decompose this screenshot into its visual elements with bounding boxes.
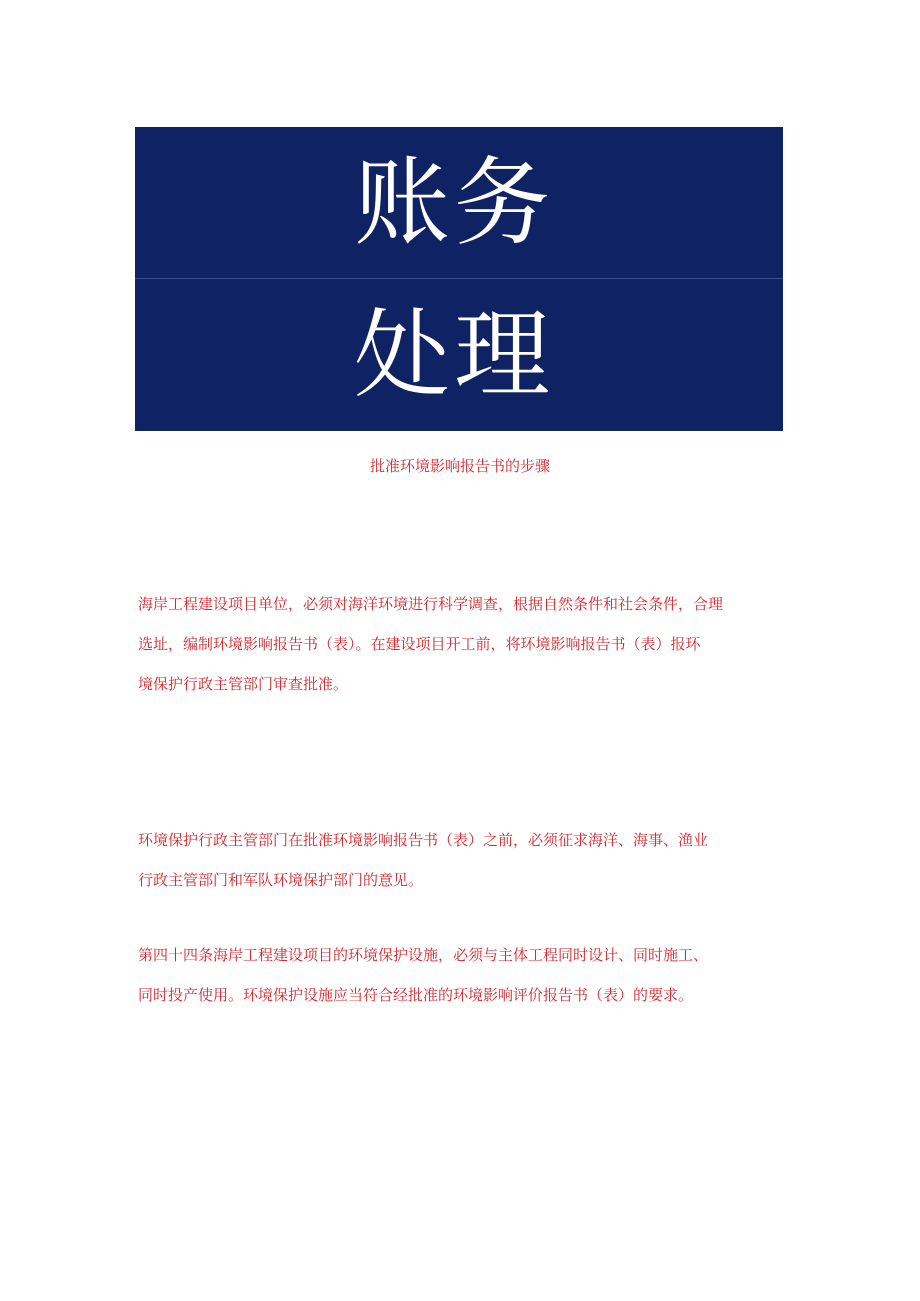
- banner-title-line-2: 处理: [354, 299, 554, 411]
- paragraph-line: 第四十四条海岸工程建设项目的环境保护设施，必须与主体工程同时设计、同时施工、: [138, 946, 709, 964]
- document-subtitle: 批准环境影响报告书的步骤: [369, 457, 550, 475]
- paragraph-3: [138, 935, 798, 1015]
- banner-bottom-section: [135, 279, 783, 431]
- paragraph-line: 环境保护行政主管部门在批准环境影响报告书（表）之前，必须征求海洋、海事、渔业: [138, 831, 709, 849]
- paragraph-line: 海岸工程建设项目单位，必须对海洋环境进行科学调查，根据自然条件和社会条件，合理: [138, 595, 724, 613]
- paragraph-line: 行政主管部门和军队环境保护部门的意见。: [138, 871, 424, 889]
- banner-top-section: [135, 127, 783, 279]
- title-banner: [135, 127, 783, 431]
- paragraph-line: 同时投产使用。环境保护设施应当符合经批准的环境影响评价报告书（表）的要求。: [138, 986, 694, 1004]
- paragraph-line: 选址，编制环境影响报告书（表）。在建设项目开工前，将环境影响报告书（表）报环: [138, 635, 701, 653]
- paragraph-2: [138, 820, 798, 900]
- paragraph-1: [138, 584, 798, 704]
- banner-title-line-1: 账务: [354, 147, 554, 259]
- paragraph-line: 境保护行政主管部门审查批准。: [138, 675, 349, 693]
